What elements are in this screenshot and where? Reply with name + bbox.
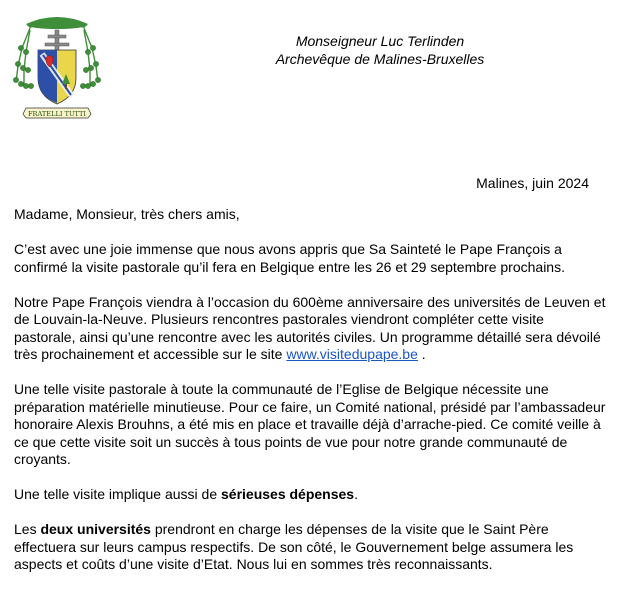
paragraph-5-end: prendront en charge les dépenses de la visite que le Saint Père effectuera sur leurs campus respectifs. De son côté, le Gouvernement belge assumera les aspects et coûts d’une visite d’Etat. Nous lui en sommes très reconnaissants. (14, 521, 574, 572)
sender-title: Archevêque de Malines-Bruxelles (275, 51, 485, 67)
sender-name: Monseigneur Luc Terlinden (295, 33, 465, 49)
motto-ribbon (23, 108, 91, 118)
sender-block (270, 32, 490, 68)
paragraph-1: C’est avec une joie immense que nous avons appris que Sa Sainteté le Pape François a confirmé la visite pastorale qu’il fera en Belgique entre les 26 et 29 septembre prochains. (14, 241, 565, 275)
tassels-right (80, 28, 100, 89)
paragraph-2-end: . (417, 346, 426, 362)
motto-text: FRATELLI TUTTI (27, 110, 87, 118)
paragraph-4 (14, 486, 606, 504)
paragraph-5-start: Les (14, 521, 41, 537)
archbishop-coat-of-arms (12, 8, 102, 120)
salutation: Madame, Monsieur, très chers amis, (14, 206, 240, 222)
letter-body (14, 206, 606, 591)
paragraph-4-bold: sérieuses dépenses (221, 486, 355, 502)
paragraph-4-start: Une telle visite implique aussi de (14, 486, 221, 502)
paragraph-3: Une telle visite pastorale à toute la communauté de l’Eglise de Belgique nécessite une préparation matérielle minutieuse. Pour ce faire, un Comité national, présidé par l’ambassadeur honoraire Alexis Brouhns, a été mis en place et travaille déjà d’arrache-pied. Ce comité veille à ce que cette visite soit un succès à tous points de vue pour notre grande communauté de croyants. (14, 381, 606, 467)
paragraph-5-bold: deux universités (40, 521, 151, 537)
paragraph-4-end: . (354, 486, 358, 502)
tassels-left (13, 28, 33, 89)
shield (38, 50, 76, 104)
paragraph-2-text: Notre Pape François viendra à l’occasion du 600ème anniversaire des universités de Leuven et de Louvain-la-Neuve. Plusieurs rencontres pastorales viendront compléter cette visite pastorale, ainsi qu’une rencontre avec les autorités civiles. Un programme détaillé sera dévoilé très prochainement et accessible sur le site (14, 293, 606, 362)
website-link[interactable]: www.visitedupape.be (286, 346, 418, 362)
dateline: Malines, juin 2024 (476, 175, 589, 191)
paragraph-2 (14, 294, 606, 364)
